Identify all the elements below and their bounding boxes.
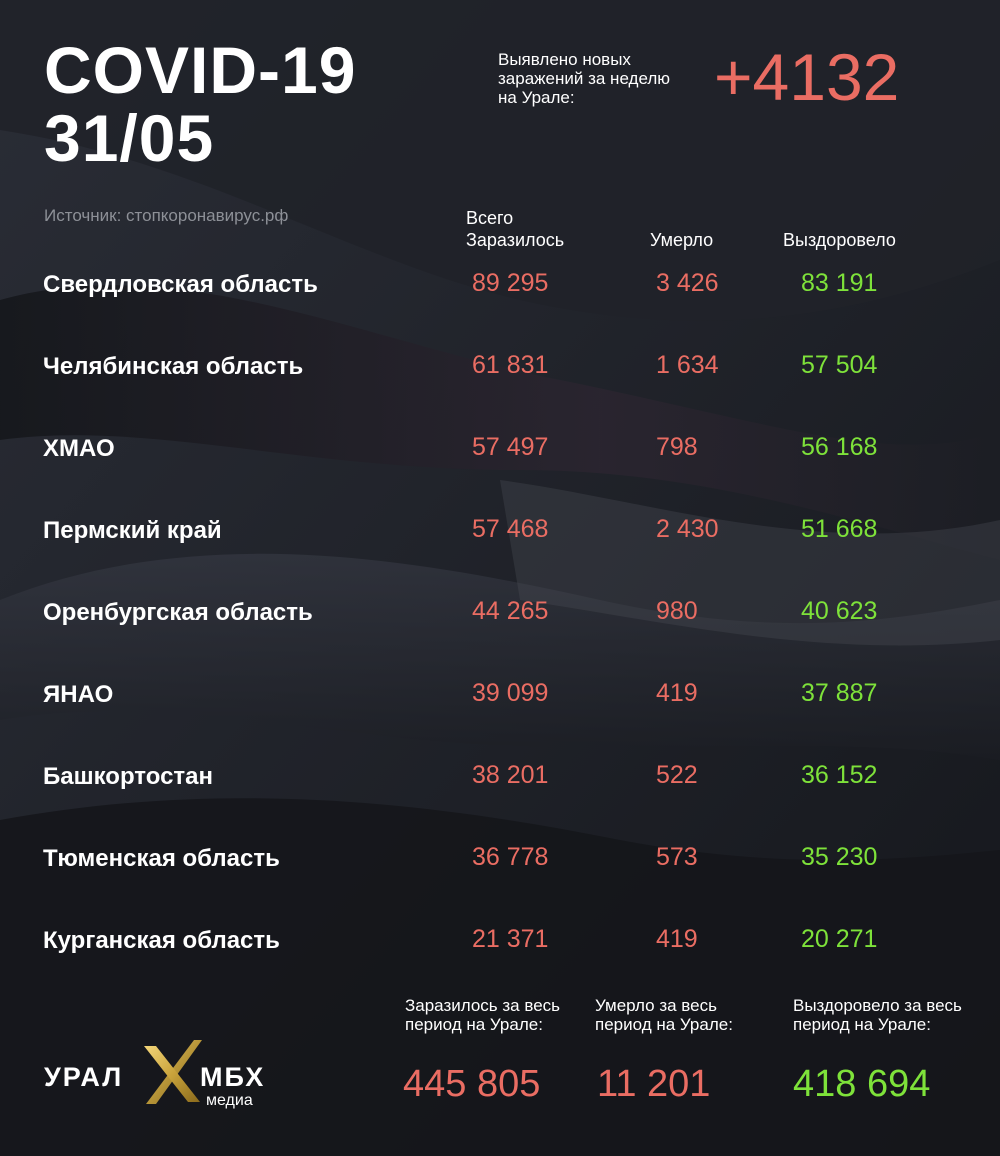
table-row (0, 845, 1000, 885)
recovered: 37 887 (801, 679, 878, 707)
logo-text-ural: УРАЛ (44, 1062, 124, 1092)
column-header-total: Всего Заразилось (466, 208, 565, 250)
recovered: 57 504 (801, 351, 878, 379)
column-header-recovered: Выздоровело (783, 230, 896, 250)
source-note: Источник: стопкоронавирус.рф (44, 206, 289, 225)
recovered: 56 168 (801, 433, 878, 461)
region-name: Тюменская область (43, 845, 280, 872)
summary-recovered-label: Выздоровело за весь период на Урале: (793, 996, 962, 1034)
deaths: 522 (656, 761, 698, 789)
deaths: 3 426 (656, 269, 719, 297)
logo-text-mbx: МБХ (200, 1062, 266, 1092)
recovered: 51 668 (801, 515, 878, 543)
gold-x-mark-icon (136, 1036, 208, 1108)
recovered: 35 230 (801, 843, 878, 871)
deaths: 980 (656, 597, 698, 625)
summary-deaths-value: 11 201 (597, 1063, 711, 1105)
table-row (0, 435, 1000, 475)
region-name: ХМАО (43, 435, 115, 462)
region-name: Пермский край (43, 517, 222, 544)
total-cases: 61 831 (472, 351, 549, 379)
deaths: 419 (656, 679, 698, 707)
table-row (0, 681, 1000, 721)
report-date: 31/05 (44, 101, 215, 175)
region-name: Свердловская область (43, 271, 318, 298)
table-row (0, 927, 1000, 967)
total-cases: 36 778 (472, 843, 549, 871)
region-name: Оренбургская область (43, 599, 313, 626)
deaths: 798 (656, 433, 698, 461)
total-cases: 44 265 (472, 597, 549, 625)
table-row (0, 271, 1000, 311)
deaths: 573 (656, 843, 698, 871)
region-name: Челябинская область (43, 353, 304, 380)
summary-total-value: 445 805 (403, 1063, 541, 1105)
column-header-deaths: Умерло (650, 230, 714, 250)
total-cases: 38 201 (472, 761, 549, 789)
recovered: 20 271 (801, 925, 878, 953)
summary-total-label: Заразилось за весь период на Урале: (405, 996, 561, 1034)
table-row (0, 517, 1000, 557)
deaths: 1 634 (656, 351, 719, 379)
deaths: 2 430 (656, 515, 719, 543)
page-title: COVID-19 (44, 33, 357, 107)
summary-deaths-label: Умерло за весь период на Урале: (595, 996, 733, 1034)
total-cases: 89 295 (472, 269, 549, 297)
total-cases: 57 497 (472, 433, 549, 461)
weekly-new-cases-value: +4132 (714, 40, 900, 114)
region-name: ЯНАО (43, 681, 114, 708)
recovered: 83 191 (801, 269, 878, 297)
table-row (0, 763, 1000, 803)
total-cases: 57 468 (472, 515, 549, 543)
table-row (0, 599, 1000, 639)
total-cases: 21 371 (472, 925, 549, 953)
deaths: 419 (656, 925, 698, 953)
weekly-new-cases-label: Выявлено новых заражений за неделю на Урале: (498, 50, 671, 107)
total-cases: 39 099 (472, 679, 549, 707)
region-name: Курганская область (43, 927, 280, 954)
region-name: Башкортостан (43, 763, 214, 790)
summary-recovered-value: 418 694 (793, 1063, 931, 1105)
logo-subtext: медиа (206, 1092, 253, 1109)
table-row (0, 353, 1000, 393)
recovered: 40 623 (801, 597, 878, 625)
recovered: 36 152 (801, 761, 878, 789)
